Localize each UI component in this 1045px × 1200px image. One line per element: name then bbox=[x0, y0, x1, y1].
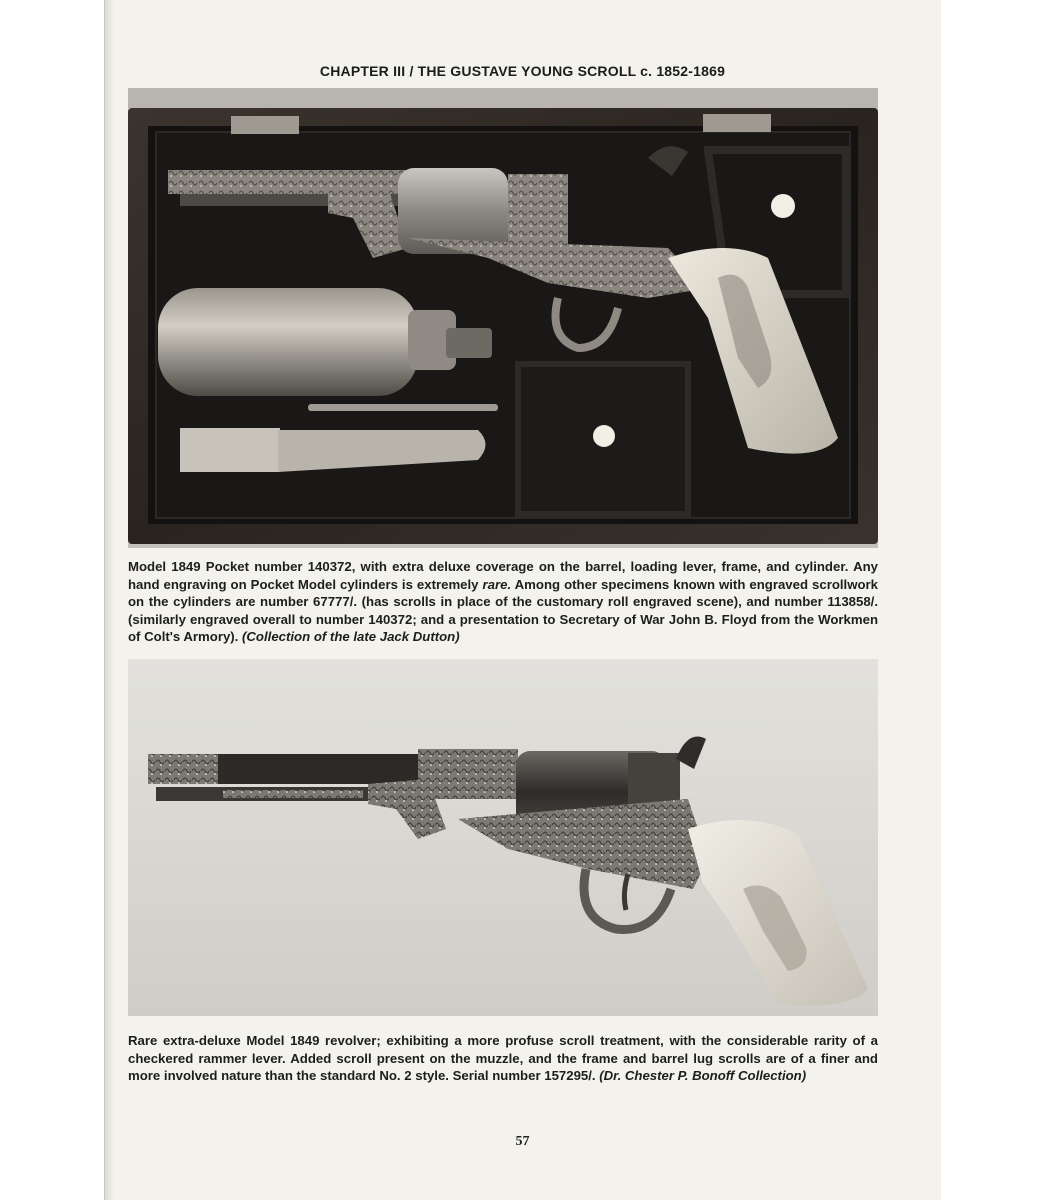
caption1-credit: (Collection of the late Jack Dutton) bbox=[242, 629, 460, 645]
page-number: 57 bbox=[515, 1134, 530, 1149]
caption-cased-revolver bbox=[128, 558, 878, 646]
engraved-revolver-photo bbox=[128, 659, 878, 1016]
caption2-credit: (Dr. Chester P. Bonoff Collection) bbox=[599, 1068, 807, 1084]
page-edge-shadow bbox=[104, 0, 114, 1200]
caption2-text: Rare extra-deluxe Model 1849 revolver; exhibiting a more profuse scroll treatment, with the considerable rarity of a checkered rammer lever. Added scroll present on the muzzle, and the frame and barrel lug scrolls are of a finer and more involved nature than the standard No. 2 style. Serial number 157295/. bbox=[128, 1033, 878, 1084]
caption1-text-a: Model 1849 Pocket number 140372, with extra deluxe coverage on the barrel, loading lever, frame, and cylinder. Any hand engraving on Pocket Model cylinders is extremely bbox=[128, 559, 878, 592]
engraved-revolver-illustration bbox=[128, 659, 878, 1016]
cased-revolver-photo bbox=[128, 88, 878, 548]
caption-engraved-revolver bbox=[128, 1032, 878, 1085]
caption1-rare: rare. bbox=[482, 576, 512, 592]
running-head: CHAPTER III / THE GUSTAVE YOUNG SCROLL c. 1852-1869 bbox=[319, 63, 726, 79]
cased-revolver-illustration bbox=[128, 88, 878, 548]
caption1-text-b: Among other specimens known with engraved scrollwork on the cylinders are number 67777/. (has scrolls in place of the customary roll engraved scene), and number 113858/. (similarly engraved overall to number 140372; and a presentation to Secretary of War John B. Floyd from the Workmen of Colt's Armory). bbox=[128, 576, 878, 645]
